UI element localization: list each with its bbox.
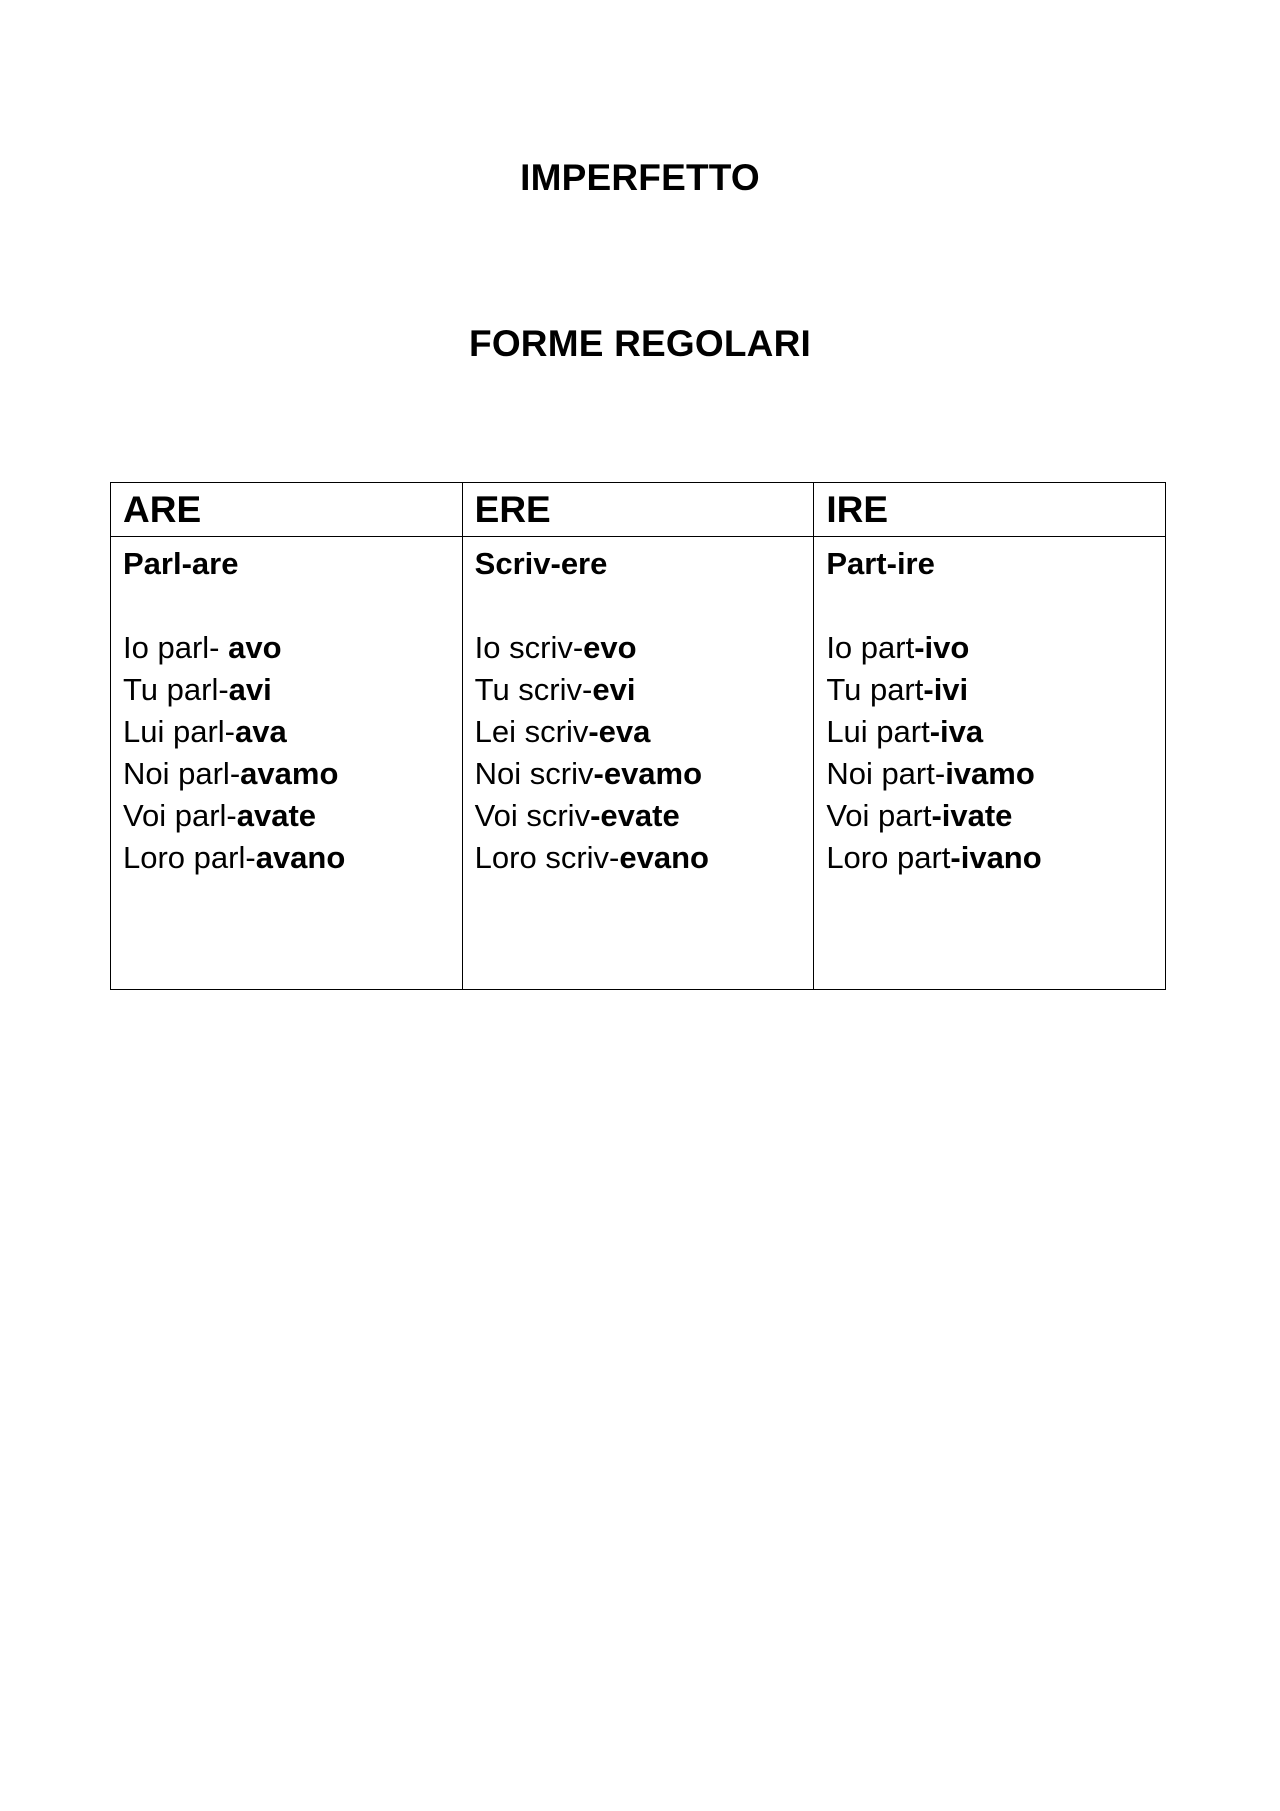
form-stem: Tu parl- [123,672,229,707]
conjugation-line [123,753,450,795]
form-ending: -evate [590,798,680,833]
form-ending: avo [228,630,282,665]
conjugation-line [475,669,802,711]
conjugation-line [123,627,450,669]
form-ending: avi [228,672,272,707]
conjugation-line [123,795,450,837]
form-ending: evi [592,672,636,707]
conjugation-line [123,669,450,711]
column-cell-ire [814,537,1166,990]
conjugation-line [475,627,802,669]
form-stem: Tu part [826,672,924,707]
form-ending: -ivate [931,798,1013,833]
form-ending: -ivo [914,630,970,665]
form-ending: -evamo [593,756,703,791]
conjugation-line [475,795,802,837]
form-stem: Lui parl- [123,714,235,749]
form-stem: Noi scriv [474,756,594,791]
form-stem: Lei scriv [474,714,589,749]
form-stem: Voi parl- [123,798,237,833]
conjugation-line [826,627,1153,669]
form-ending: ivamo [945,756,1035,791]
form-stem: Noi part- [826,756,946,791]
form-ending: avano [255,840,346,875]
column-header-are: ARE [111,483,463,537]
conjugation-line [475,837,802,879]
verb-infinitive: Parl-are [123,546,239,581]
conjugation-line [826,669,1153,711]
form-ending: avamo [240,756,339,791]
table-body-row [111,537,1166,990]
form-ending: -ivi [923,672,969,707]
conjugation-line [475,753,802,795]
form-stem: Voi part [826,798,932,833]
form-stem: Loro parl- [123,840,256,875]
form-ending: avate [236,798,317,833]
conjugation-line [123,711,450,753]
column-header-ire: IRE [814,483,1166,537]
table-header-row [111,483,1166,537]
form-stem: Io parl- [123,630,229,665]
column-cell-ere [462,537,814,990]
form-ending: -eva [588,714,651,749]
form-stem: Io scriv- [474,630,584,665]
form-ending: ava [235,714,287,749]
form-stem: Voi scriv [474,798,591,833]
verb-infinitive: Part-ire [826,546,935,581]
form-ending: -iva [929,714,984,749]
form-stem: Lui part [826,714,930,749]
form-stem: Io part [826,630,915,665]
form-stem: Noi parl- [123,756,241,791]
conjugation-line [826,711,1153,753]
conjugation-table [110,482,1166,990]
form-ending: -ivano [950,840,1042,875]
conjugation-line [826,753,1153,795]
column-header-ere: ERE [462,483,814,537]
form-ending: evo [583,630,637,665]
verb-infinitive: Scriv-ere [474,546,608,581]
form-stem: Loro part [826,840,951,875]
page-subtitle: FORME REGOLARI [469,323,811,364]
conjugation-line [826,795,1153,837]
column-cell-are [111,537,463,990]
form-stem: Tu scriv- [474,672,593,707]
conjugation-line [826,837,1153,879]
conjugation-line [123,837,450,879]
page-title: IMPERFETTO [520,157,760,198]
form-ending: evano [619,840,709,875]
conjugation-line [475,711,802,753]
form-stem: Loro scriv- [474,840,620,875]
